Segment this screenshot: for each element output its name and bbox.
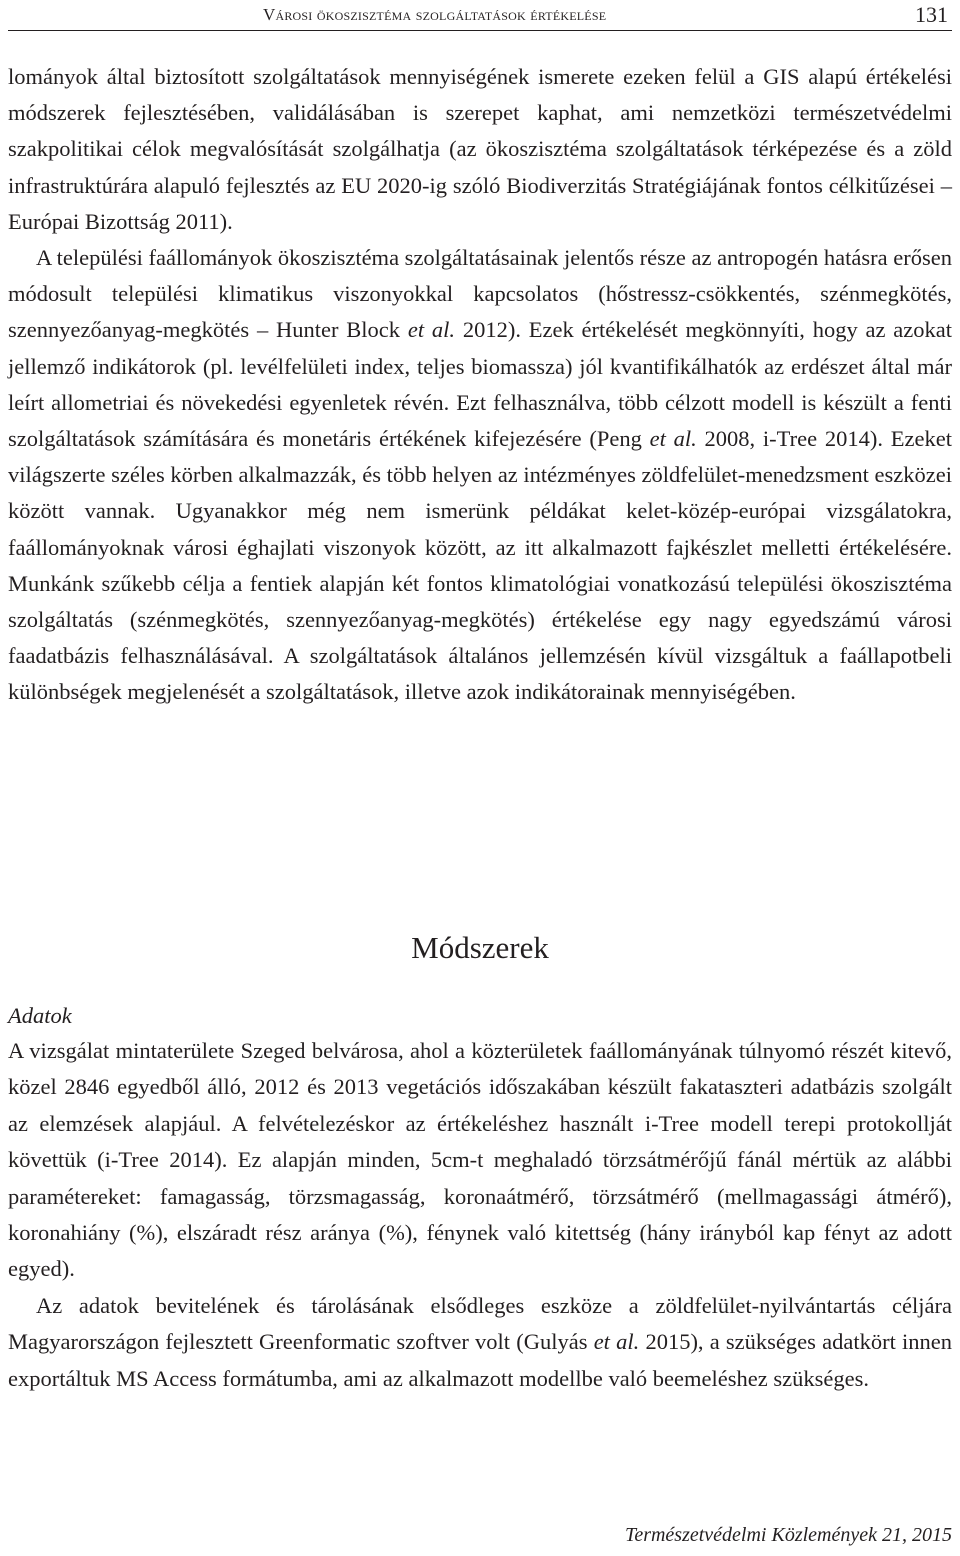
intro-paragraph-1: lományok által biztosított szolgáltatások mennyiségének ismerete ezeken felül a GIS alapú értékelési módszerek fejlesztésében, validálásában is szerepet kaphat, ami nemzetközi természetvédelmi szakpolitikai célok megvalósítását szolgálhatja (az ökoszisztéma szolgáltatások térképezése és a zöld infrastruktúrára alapuló fejlesztés az EU 2020-ig szóló Biodiverzitás Stratégiájának fontos célkitűzései – Európai Bizottság 2011). xyxy=(8,64,952,234)
methods-p2-text-b: 2015), a szükséges adatkört innen exportáltuk MS Access formátumba, ami az alkalmazott modellbe való beemeléshez szükséges. xyxy=(8,1329,952,1391)
intro-body xyxy=(8,59,952,711)
intro-p2-text-b: 2012). Ezek értékelését megkönnyíti, hogy az azokat jellemző indikátorok (pl. levélfelületi index, teljes biomassza) jól kvantifikálhatók az erdészet által már leírt allometriai és növekedési egyenletek révén. Ezt felhasználva, több célzott modell is készült a fenti szolgáltatások számítására és monetáris értékének kifejezésére (Peng xyxy=(8,317,952,452)
et-al-italic: et al. xyxy=(649,426,697,452)
running-header xyxy=(8,0,952,31)
et-al-italic: et al. xyxy=(407,317,456,343)
subheading-data: Adatok xyxy=(8,1003,72,1028)
journal-footer: Természetvédelmi Közlemények 21, 2015 xyxy=(625,1524,952,1546)
methods-paragraph-2 xyxy=(8,1288,952,1397)
et-al-italic: et al. xyxy=(593,1329,640,1355)
methods-body xyxy=(8,1033,952,1397)
intro-paragraph-2 xyxy=(8,240,952,711)
running-title: Városi ökoszisztéma szolgáltatások értékelése xyxy=(263,5,607,24)
page-number: 131 xyxy=(915,2,948,27)
intro-p2-text-c: 2008, i-Tree 2014). Ezeket világszerte széles körben alkalmazzák, és több helyen az intézményes zöldfelület-menedzsment eszközei között vannak. Ugyanakkor még nem ismerünk példákat kelet-közép-európai vizsgálatokra, faállományoknak városi éghajlati viszonyok között, az itt alkalmazott fajkészlet melletti értékelésére. Munkánk szűkebb célja a fentiek alapján két fontos klimatológiai vonatkozású települési ökoszisztéma szolgáltatás (szénmegkötés, szennyezőanyag-megkötés) értékelése egy nagy egyedszámú városi faadatbázis felhasználásával. A szolgáltatások általános jellemzésén kívül vizsgáltuk a faállapotbeli különbségek megjelenését a szolgáltatások, illetve azok indikátorainak mennyiségében. xyxy=(8,426,952,705)
intro-p2-text-a: A települési faállományok ökoszisztéma szolgáltatásainak jelentős része az antropogén hatásra erősen módosult települési klimatikus viszonyokkal kapcsolatos (hőstressz-csökkentés, szénmegkötés, szennyezőanyag-megkötés – Hunter Block xyxy=(8,245,952,343)
section-heading-methods: Módszerek xyxy=(411,930,549,965)
methods-paragraph-1: A vizsgálat mintaterülete Szeged belvárosa, ahol a közterületek faállományának túlnyomó részét kitevő, közel 2846 egyedből álló, 2012 és 2013 vegetációs időszakában készült fakataszteri adatbázis szolgált az elemzések alapjául. A felvételezéskor az értékeléshez használt i-Tree modell terepi protokollját követtük (i-Tree 2014). Ez alapján minden, 5cm-t meghaladó törzsátmérőjű fánál mértük az alábbi paramétereket: famagasság, törzsmagasság, koronaátmérő, törzsátmérő (mellmagassági átmérő), koronahiány (%), elszáradt rész aránya (%), fénynek való kitettség (hány irányból kap fényt az adott egyed). xyxy=(8,1038,952,1282)
methods-p2-text-a: Az adatok bevitelének és tárolásának elsődleges eszköze a zöldfelület-nyilvántartás céljára Magyarországon fejlesztett Greenformatic szoftver volt (Gulyás xyxy=(8,1292,952,1355)
